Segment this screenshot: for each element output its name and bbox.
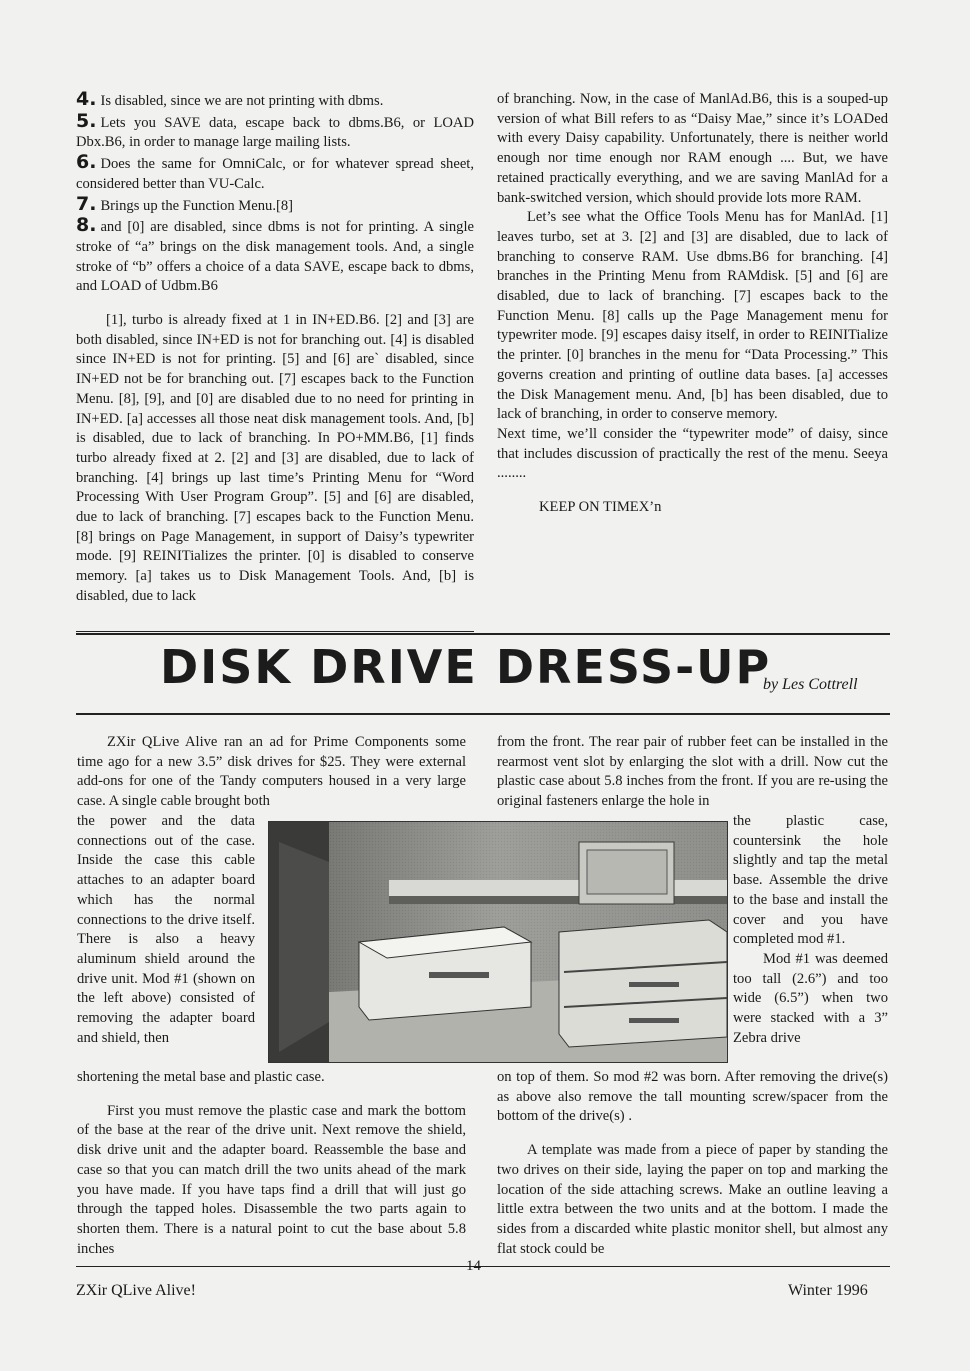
body-paragraph: the plastic case, countersink the hole slightly and tap the metal base. Assemble the drive to the base and install the cover and you have completed mod #1. [733,813,888,948]
body-paragraph: from the front. The rear pair of rubber feet can be installed in the rearmost vent slot by enlarging the slot with a drill. Now cut the plastic case about 5.8 inches from the front. If you are re-using the original fasteners enlarge the hole in [497,734,888,810]
body-paragraph: Let’s see what the Office Tools Menu has for ManlAd. [1] leaves turbo, set at 3. [2] and [3] are disabled, due to lack of branching to conserve RAM. Use dbms.B6 for branching. [4] branches in the Printing Menu from RAMdisk. [5] and [6] are disabled, due to lack of branching. [7] escapes back to the Function Menu. [8] calls up the Page Management menu for typewriter mode. [9] escapes daisy itself, in order to REINITialize the printer. [0] branches in the menu for “Data Processing.” This governs creation and printing of outline data bases. [a] accesses the Disk Management menu. And, [b] has been disabled, due to lack of branching, in order to conserve memory. [497,209,888,423]
disk-drive-photo-image [269,822,727,1062]
article-left-top [77,733,466,812]
article-left-wrap: the power and the data connections out of the case. Inside the case this cable attaches to an adapter board which has the normal connections to the drive itself. There is also a heavy aluminum shield around the drive unit. Mod #1 (shown on the left above) consisted of removing the adapter board and shield, then [77,813,255,1046]
divider-rule [76,713,890,715]
article-title: DISK DRIVE DRESS-UP [160,640,772,694]
body-paragraph: [1], turbo is already fixed at 1 in IN+ED.B6. [2] and [3] are both disabled, since IN+ED is not for branching out. [4] is disabled since IN+ED is not for printing. [5] and [6] are` disabled, since IN+ED not be for branching out. [7] escapes back to the Function Menu. [8], [9], and [0] are disabled due to no need for printing in IN+ED. [a] accesses all those neat disk management tools. And, [b] is disabled, due to lack of branching. In PO+MM.B6, [1] finds turbo already fixed at 2. [2] and [3] are disabled, due to lack of branching. [4] brings up last time’s Printing Menu for “Word Processing With User Program Group”. [5] and [6] are disabled, due to lack of branching. [7] escapes back to the Function Menu. [8] brings on Page Management, in support of Daisy’s typewriter mode. [9] REINITializes the printer. [0] is disabled to conserve memory. [a] takes us to Disk Management Tools. And, [b] is disabled, due to lack [76,312,474,604]
body-paragraph: First you must remove the plastic case and mark the bottom of the base at the rear of the drive unit. Next remove the shield, disk drive unit and the adapter board. Reassemble the base and case so that you can match drill the two units ahead of the mark you have made. If you have taps find a drill that will just go through the tapped holes. Disassemble the two parts again to shorten them. There is a natural point to cut the base about 5.8 inches [77,1102,466,1257]
article-right-bottom [497,1068,888,1259]
right-column-top [497,90,888,518]
left-column-top [76,90,474,607]
body-paragraph: A template was made from a piece of paper by standing the two drives on their side, laying the paper on top and marking the location of the side attaching screws. Make an outline leaving a little extra between the two units and at the bottom. I made the sides from a discarded white plastic monitor shell, but almost any flat stock could be [497,1142,888,1257]
body-paragraph: Mod #1 was deemed too tall (2.6”) and too wide (6.5”) when two were stacked with a 3” Zebra drive [733,950,888,1046]
byline: by Les Cottrell [763,676,858,693]
body-paragraph: Next time, we’ll consider the “typewriter mode” of daisy, since that includes discussion of practically the rest of the menu. Seeya ........ [497,425,888,482]
body-paragraph: ZXir QLive Alive ran an ad for Prime Components some time ago for a new 3.5” disk drives for $25. They were external add-ons for one of the Tandy computers housed in a very large case. A single cable brought both [77,734,466,810]
body-paragraph: of branching. Now, in the case of ManlAd.B6, this is a souped-up version of what Bill refers to as “Daisy Mae,” since it’s LOADed with every Daisy capability. Unfortunately, there is neither world enough nor time enough nor RAM enough .... But, we have retained practically everything, and we are saving ManlAd for a bank-switched version, which should provide lots more RAM. [497,91,888,206]
article-right-top [497,733,888,812]
footer-date: Winter 1996 [788,1282,868,1299]
text-underline [76,631,474,632]
body-paragraph: on top of them. So mod #2 was born. After removing the drive(s) as above also remove the tall mounting screw/spacer from the bottom of the drive(s) . [497,1069,888,1125]
body-paragraph: shortening the metal base and plastic case. [77,1069,325,1085]
list-item: 5. Lets you SAVE data, escape back to dbms.B6, or LOAD Dbx.B6, in order to manage large mailing lists. [76,109,474,151]
footer-publication: ZXir QLive Alive! [76,1282,196,1299]
footer-rule [76,1266,890,1267]
closing-line: KEEP ON TIMEX’n [539,499,662,516]
list-item: 8. and [0] are disabled, since dbms is not for printing. A single stroke of “a” brings on the disk management tools. And, a single stroke of “b” offers a choice of a data SAVE, escape back to dbms, and LOAD of Udbm.B6 [76,214,474,295]
disk-drive-photo [268,821,728,1063]
list-item: 6. Does the same for OmniCalc, or for whatever spread sheet, considered better than VU-Calc. [76,151,474,192]
page-number: 14 [466,1258,481,1274]
article-right-wrap [733,812,888,1048]
divider-rule [76,633,890,635]
list-item: 7. Brings up the Function Menu.[8] [76,192,293,215]
article-left-bottom [77,1068,466,1259]
list-item: 4. Is disabled, since we are not printing with dbms. [76,88,384,110]
